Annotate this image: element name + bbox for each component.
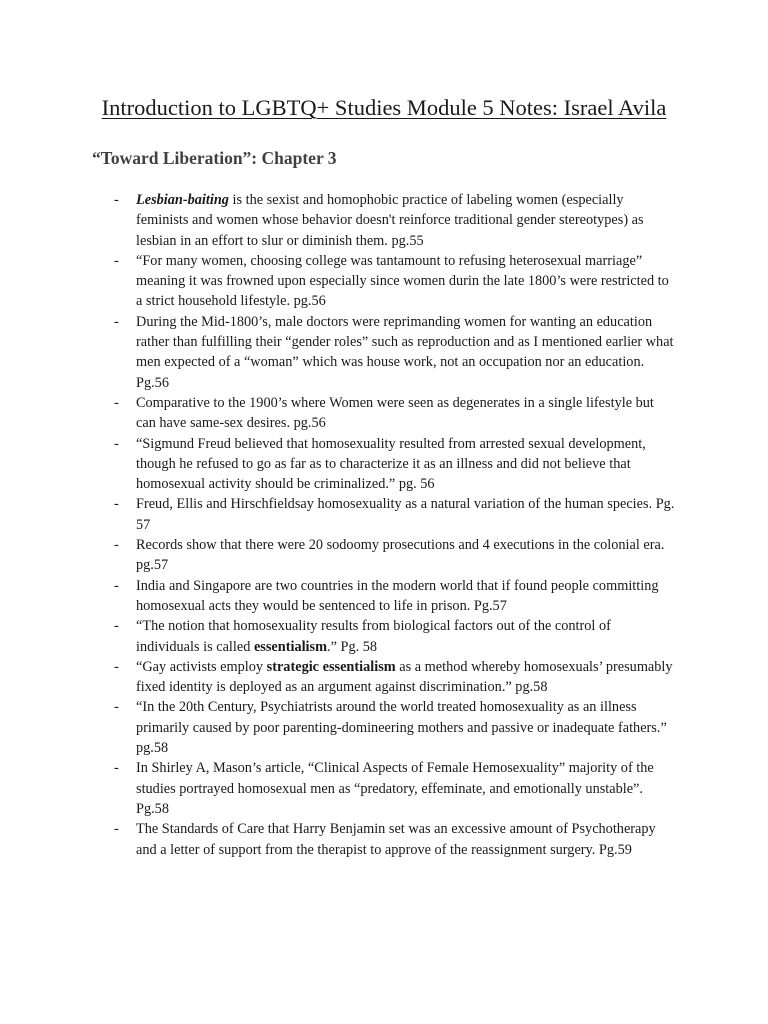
section-heading: “Toward Liberation”: Chapter 3: [92, 148, 337, 168]
list-item: [0, 312, 768, 393]
note-body-start: “Gay activists employ: [136, 658, 267, 675]
bullet-dash: -: [114, 192, 119, 208]
note-text: “In the 20th Century, Psychiatrists around the world treated homosexuality as an illness primarily caused by poor parenting-domineering mothers and passive or inadequate fathers.” pg.58: [136, 699, 667, 757]
list-item: [0, 657, 768, 698]
note-body-start: “The notion that homosexuality results from biological factors out of the control of individuals is called: [136, 618, 611, 655]
note-text: [136, 616, 676, 657]
key-term: strategic essentialism: [266, 658, 396, 675]
bullet-dash: -: [114, 658, 119, 675]
note-text: “For many women, choosing college was tantamount to refusing heterosexual marriage” meaning it was frowned upon especially since women durin the late 1800’s were restricted to a strict household lifestyle. pg.56: [136, 252, 669, 310]
note-body: is the sexist and homophobic practice of labeling women (especially feminists and women whose behavior doesn't reinforce traditional gender stereotypes) as lesbian in an effort to slur or diminish them. pg.55: [136, 192, 644, 249]
notes-list: [0, 190, 768, 860]
list-item: [0, 393, 768, 434]
key-term: Lesbian-baiting: [136, 192, 229, 208]
document-title: Introduction to LGBTQ+ Studies Module 5 Notes: Israel Avila: [101, 95, 667, 120]
bullet-dash: -: [114, 699, 119, 716]
note-text: During the Mid-1800’s, male doctors were reprimanding women for wanting an education rather than fulfilling their “gender roles” such as reproduction and as I mentioned earlier what men expected of a “woman” which was house work, not an occupation nor an education. Pg.56: [136, 313, 674, 391]
key-term: essentialism: [253, 638, 328, 655]
note-text: [136, 190, 676, 251]
note-text: Records show that there were 20 sodoomy prosecutions and 4 executions in the colonial era. pg.57: [136, 537, 665, 574]
list-item: [0, 616, 768, 657]
bullet-dash: -: [114, 577, 119, 594]
note-text: The Standards of Care that Harry Benjamin set was an excessive amount of Psychotherapy and a letter of support from the therapist to approve of the reassignment surgery. Pg.59: [136, 821, 656, 858]
list-item: [0, 535, 768, 576]
note-text: In Shirley A, Mason’s article, “Clinical Aspects of Female Hemosexuality” majority of the studies portrayed homosexual men as “predatory, effeminate, and emotionally unstable”. Pg.58: [136, 760, 654, 817]
bullet-dash: -: [114, 252, 119, 269]
bullet-dash: -: [114, 435, 119, 452]
list-item: [0, 758, 768, 819]
note-body-end: as a method whereby homosexuals’ presumably fixed identity is deployed as an argument against discrimination.” pg.58: [136, 658, 673, 696]
bullet-dash: -: [114, 760, 119, 777]
list-item: [0, 190, 768, 251]
bullet-dash: -: [114, 537, 119, 554]
list-item: [0, 576, 768, 617]
bullet-dash: -: [114, 496, 119, 513]
note-text: [136, 657, 676, 698]
note-body-end: .” Pg. 58: [327, 638, 378, 655]
list-item: [0, 251, 768, 312]
note-text: India and Singapore are two countries in the modern world that if found people committing homosexual acts they would be sentenced to life in prison. Pg.57: [136, 577, 659, 614]
bullet-dash: -: [114, 313, 119, 330]
bullet-dash: -: [114, 394, 119, 411]
note-text: Freud, Ellis and Hirschfieldsay homosexuality as a natural variation of the human species. Pg. 57: [136, 496, 675, 533]
bullet-dash: -: [114, 821, 119, 838]
note-text: “Sigmund Freud believed that homosexuality resulted from arrested sexual development, though he refused to go as far as to characterize it as an illness and did not believe that homosexual activity should be criminalized.” pg. 56: [136, 435, 646, 493]
list-item: [0, 434, 768, 495]
list-item: [0, 697, 768, 758]
bullet-dash: -: [114, 618, 119, 635]
list-item: [0, 494, 768, 535]
note-text: Comparative to the 1900’s where Women were seen as degenerates in a single lifestyle but can have same-sex desires. pg.56: [136, 394, 654, 432]
list-item: [0, 819, 768, 860]
